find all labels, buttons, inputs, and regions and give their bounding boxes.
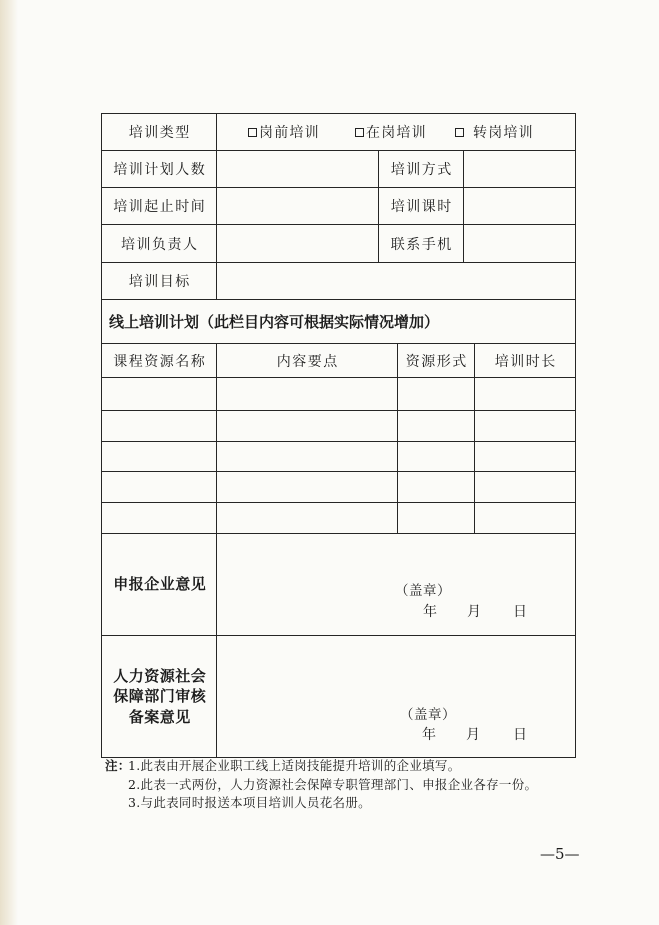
note-item bbox=[105, 776, 537, 795]
online-plan-title: 线上培训计划（此栏目内容可根据实际情况增加） bbox=[102, 300, 576, 344]
training-period-label: 培训起止时间 bbox=[102, 188, 217, 225]
plan-cell bbox=[102, 503, 217, 534]
option-pre-job bbox=[248, 122, 320, 142]
info-row bbox=[102, 151, 576, 188]
table-row bbox=[102, 503, 576, 534]
seal-note: （盖章） bbox=[395, 583, 451, 599]
header-training-duration: 培训时长 bbox=[475, 344, 576, 378]
plan-cell bbox=[475, 442, 576, 472]
date-year: 年 bbox=[423, 604, 437, 620]
training-method-label: 培训方式 bbox=[379, 151, 464, 188]
hr-opinion-label bbox=[102, 636, 217, 758]
checkbox-icon bbox=[355, 128, 364, 137]
info-row bbox=[102, 225, 576, 263]
plan-cell bbox=[217, 378, 398, 411]
company-opinion-label-text: 申报企业意见 bbox=[113, 575, 207, 594]
date-month: 月 bbox=[467, 604, 481, 620]
form-notes bbox=[105, 757, 537, 813]
planned-trainees-label: 培训计划人数 bbox=[102, 151, 217, 188]
training-hours-value bbox=[464, 188, 576, 225]
table-row bbox=[102, 378, 576, 411]
plan-cell bbox=[398, 503, 475, 534]
plan-cell bbox=[217, 442, 398, 472]
header-course-name: 课程资源名称 bbox=[102, 344, 217, 378]
note-item bbox=[105, 757, 537, 776]
company-opinion-value bbox=[217, 534, 576, 636]
option-label: 转岗培训 bbox=[473, 125, 534, 141]
plan-cell bbox=[217, 472, 398, 503]
info-row bbox=[102, 188, 576, 225]
header-content-points: 内容要点 bbox=[217, 344, 398, 378]
header-resource-form: 资源形式 bbox=[398, 344, 475, 378]
note-text: 1.此表由开展企业职工线上适岗技能提升培训的企业填写。 bbox=[128, 758, 461, 773]
plan-cell bbox=[102, 442, 217, 472]
contact-phone-value bbox=[464, 225, 576, 263]
plan-cell bbox=[475, 503, 576, 534]
plan-cell bbox=[398, 411, 475, 442]
training-period-value bbox=[217, 188, 379, 225]
plan-cell bbox=[475, 411, 576, 442]
date-year: 年 bbox=[422, 727, 436, 743]
online-plan-header-row bbox=[102, 344, 576, 378]
company-opinion-label bbox=[102, 534, 217, 636]
plan-cell bbox=[398, 442, 475, 472]
hr-opinion-row bbox=[102, 636, 576, 758]
seal-note: （盖章） bbox=[400, 707, 456, 723]
table-row bbox=[102, 472, 576, 503]
hr-opinion-label-line: 备案意见 bbox=[128, 707, 191, 726]
contact-phone-label: 联系手机 bbox=[379, 225, 464, 263]
training-manager-value bbox=[217, 225, 379, 263]
hr-opinion-value bbox=[217, 636, 576, 758]
plan-cell bbox=[475, 472, 576, 503]
plan-cell bbox=[475, 378, 576, 411]
date-day: 日 bbox=[513, 727, 527, 743]
training-form-table bbox=[101, 113, 576, 758]
plan-cell bbox=[398, 472, 475, 503]
note-item bbox=[105, 794, 537, 813]
training-goal-value bbox=[217, 263, 576, 300]
company-opinion-row bbox=[102, 534, 576, 636]
option-label: 岗前培训 bbox=[259, 125, 320, 141]
training-goal-row bbox=[102, 263, 576, 300]
training-goal-label: 培训目标 bbox=[102, 263, 217, 300]
date-day: 日 bbox=[513, 604, 527, 620]
date-month: 月 bbox=[466, 727, 480, 743]
planned-trainees-value bbox=[217, 151, 379, 188]
plan-cell bbox=[102, 472, 217, 503]
online-plan-title-row bbox=[102, 300, 576, 344]
table-row bbox=[102, 442, 576, 472]
note-text: 3.与此表同时报送本项目培训人员花名册。 bbox=[128, 795, 371, 810]
option-on-job bbox=[355, 122, 427, 142]
page-number: —5— bbox=[540, 845, 580, 863]
training-type-row bbox=[102, 114, 576, 151]
training-type-label: 培训类型 bbox=[102, 114, 217, 151]
note-text: 2.此表一式两份，人力资源社会保障专职管理部门、申报企业各存一份。 bbox=[128, 776, 538, 792]
option-label: 在岗培训 bbox=[366, 125, 427, 141]
plan-cell bbox=[102, 411, 217, 442]
hr-opinion-label-line: 人力资源社会 bbox=[113, 666, 207, 685]
training-manager-label: 培训负责人 bbox=[102, 225, 217, 263]
plan-cell bbox=[398, 378, 475, 411]
plan-cell bbox=[102, 378, 217, 411]
checkbox-icon bbox=[455, 128, 464, 137]
option-job-transfer bbox=[455, 122, 534, 142]
note-prefix: 注： bbox=[105, 758, 131, 773]
checkbox-icon bbox=[248, 128, 257, 137]
plan-cell bbox=[217, 411, 398, 442]
scan-edge-shadow bbox=[0, 0, 18, 925]
table-row bbox=[102, 411, 576, 442]
hr-opinion-label-line: 保障部门审核 bbox=[113, 687, 207, 706]
training-hours-label: 培训课时 bbox=[379, 188, 464, 225]
plan-cell bbox=[217, 503, 398, 534]
training-type-options bbox=[217, 114, 576, 151]
training-method-value bbox=[464, 151, 576, 188]
